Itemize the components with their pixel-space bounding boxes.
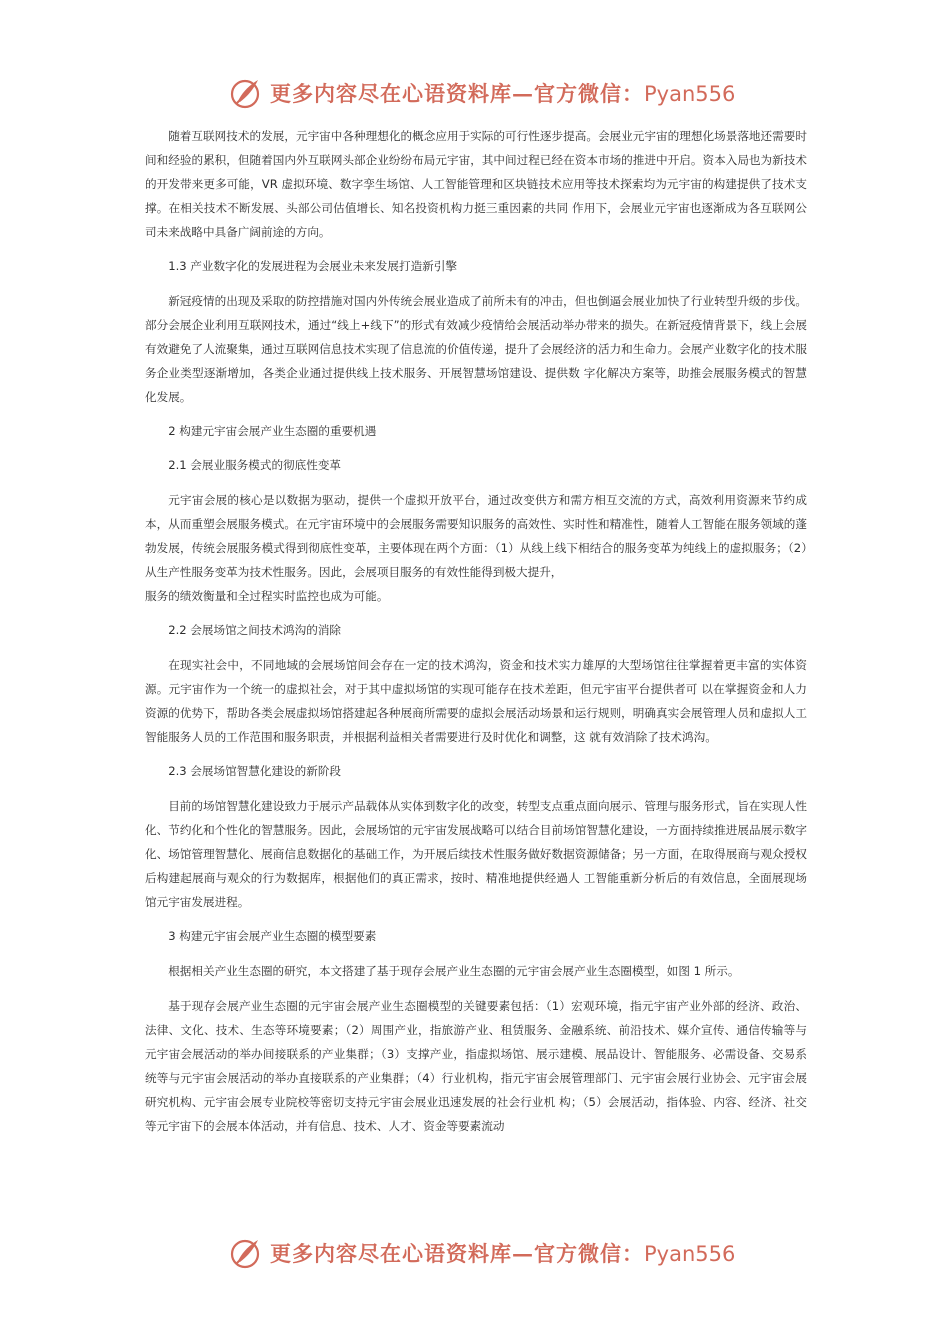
document-body: [145, 124, 807, 1138]
paragraph-7: 基于现存会展产业生态圈的元宇宙会展产业生态圈模型的关键要素包括：（1）宏观环境，指元宇宙产业外部的经济、政治、法律、文化、技术、生态等环境要素；（2）周围产业，指旅游产业、租赁服务、金融系统、前沿技术、媒介宣传、通信传输等与元宇宙会展活动的举办间接联系的产业集群；（3）支撑产业，指虚拟场馆、展示建模、展品设计、智能服务、必需设备、交易系统等与元宇宙会展活动的举办直接联系的产业集群；（4）行业机构，指元宇宙会展管理部门、元宇宙会展行业协会、元宇宙会展研究机构、元宇宙会展专业院校等密切支持元宇宙会展业迅速发展的社会行业机 构；（5）会展活动，指体验、内容、经济、社交等元宇宙下的会展本体活动，并有信息、技术、人才、资金等要素流动: [145, 999, 807, 1133]
section-heading-2-1: 2.1 会展业服务模式的彻底性变革: [168, 458, 342, 472]
paragraph-5: 目前的场馆智慧化建设致力于展示产品载体从实体到数字化的改变，转型支点重点面向展示、管理与服务形式，旨在实现人性化、节约化和个性化的智慧服务。因此，会展场馆的元宇宙发展战略可以结合目前场馆智慧化建设，一方面持续推进展品展示数字化、场馆管理智慧化、展商信息数据化的基础工作，为开展后续技术性服务做好数据资源储备；另一方面，在取得展商与观众授权后构建起展商与观众的行为数据库，根据他们的真正需求，按时、精准地提供经過人 工智能重新分析后的有效信息，全面展现场馆元宇宙发展进程。: [145, 799, 807, 909]
quill-pen-logo-icon: [228, 75, 264, 111]
banner-wechat-id: Pyan556: [644, 82, 736, 106]
banner-wechat-id: Pyan556: [644, 1242, 736, 1266]
paragraph-3-continued: 服务的绩效衡量和全过程实时监控也成为可能。: [145, 589, 389, 603]
quill-pen-logo-icon: [228, 1235, 264, 1271]
banner-text: [270, 78, 735, 108]
footer-banner: [228, 1233, 748, 1273]
section-heading-2-3: 2.3 会展场馆智慧化建设的新阶段: [168, 764, 342, 778]
header-banner: [228, 73, 748, 113]
section-heading-1-3: 1.3 产业数字化的发展进程为会展业未来发展打造新引擎: [168, 259, 457, 273]
section-heading-2-2: 2.2 会展场馆之间技术鸿沟的消除: [168, 623, 342, 637]
section-heading-2: 2 构建元宇宙会展产业生态圈的重要机遇: [168, 424, 377, 438]
banner-text: [270, 1238, 735, 1268]
paragraph-1: 随着互联网技术的发展，元宇宙中各种理想化的概念应用于实际的可行性逐步提高。会展业元宇宙的理想化场景落地还需要时间和经验的累积，但随着国内外互联网头部企业纷纷布局元宇宙，其中间过程已经在资本市场的推进中开启。资本入局也为新技术的开发带来更多可能，VR 虚拟环境、数字孪生场馆、人工智能管理和区块链技术应用等技术探索均为元宇宙的构建提供了技术支撑。在相关技术不断发展、头部公司估值增长、知名投资机构力挺三重因素的共同 作用下，会展业元宇宙也逐渐成为各互联网公司未来战略中具备广阔前途的方向。: [145, 129, 807, 239]
paragraph-3: 元宇宙会展的核心是以数据为驱动，提供一个虚拟开放平台，通过改变供方和需方相互交流的方式，高效利用资源来节约成本，从而重塑会展服务模式。在元宇宙环境中的会展服务需要知识服务的高效性、实时性和精准性，随着人工智能在服务领域的蓬勃发展，传统会展服务模式得到彻底性变革，主要体现在两个方面：（1）从线上线下相结合的服务变革为纯线上的虚拟服务；（2）从生产性服务变革为技术性服务。因此，会展项目服务的有效性能得到极大提升，: [145, 493, 807, 579]
section-heading-3: 3 构建元宇宙会展产业生态圈的模型要素: [168, 929, 377, 943]
banner-text-cn: 更多内容尽在心语资料库—官方微信：: [270, 81, 644, 106]
paragraph-6: 根据相关产业生态圈的研究，本文搭建了基于现存会展产业生态圈的元宇宙会展产业生态圈模型，如图 1 所示。: [168, 964, 740, 978]
paragraph-2: 新冠疫情的出现及采取的防控措施对国内外传统会展业造成了前所未有的冲击，但也倒逼会展业加快了行业转型升级的步伐。部分会展企业利用互联网技术，通过“线上+线下”的形式有效减少疫情给会展活动举办带来的损失。在新冠疫情背景下，线上会展有效避免了人流聚集，通过互联网信息技术实现了信息流的价值传递，提升了会展经济的活力和生命力。会展产业数字化的技术服务企业类型逐渐增加，各类企业通过提供线上技术服务、开展智慧场馆建设、提供数 字化解决方案等，助推会展服务模式的智慧化发展。: [145, 294, 807, 404]
banner-text-cn: 更多内容尽在心语资料库—官方微信：: [270, 1241, 644, 1266]
paragraph-4: 在现实社会中，不同地域的会展场馆间会存在一定的技术鸿沟，资金和技术实力雄厚的大型场馆往往掌握着更丰富的实体资源。元宇宙作为一个统一的虚拟社会，对于其中虚拟场馆的实现可能存在技术差距，但元宇宙平台提供者可 以在掌握资金和人力资源的优势下，帮助各类会展虚拟场馆搭建起各种展商所需要的虚拟会展活动场景和运行规则，明确真实会展管理人员和虚拟人工智能服务人员的工作范围和服务职责，并根据利益相关者需要进行及时优化和调整，这 就有效消除了技术鸿沟。: [145, 658, 807, 744]
